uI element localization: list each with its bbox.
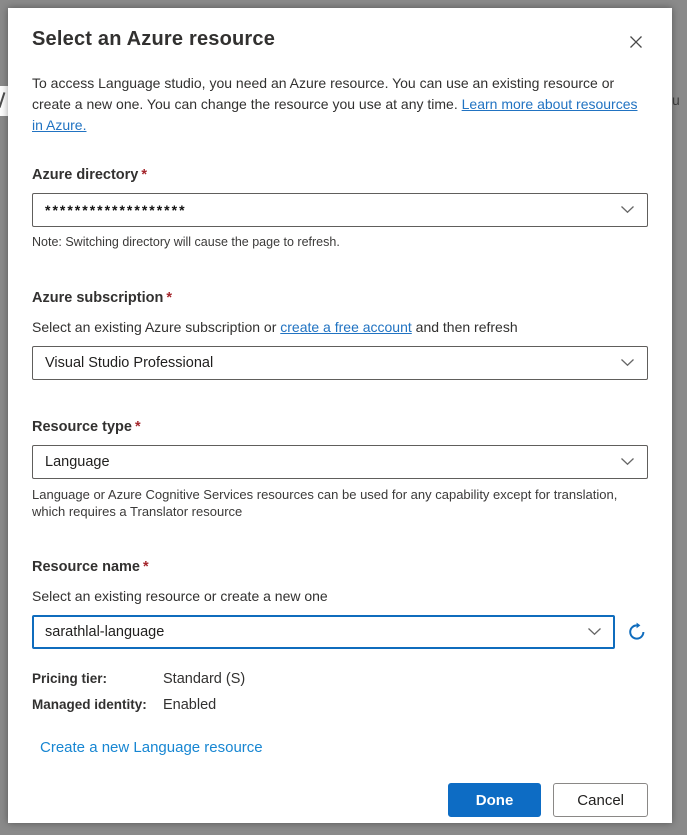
- learn-more-link[interactable]: Learn more about resources in Azure.: [32, 96, 638, 133]
- directory-note: Note: Switching directory will cause the page to refresh.: [32, 235, 340, 249]
- close-icon: [628, 38, 644, 53]
- managed-identity-value: Enabled: [163, 697, 217, 713]
- resource-type-label: [32, 418, 648, 436]
- subscription-hint: [32, 318, 648, 337]
- resource-type-label-text: Resource type: [32, 419, 132, 435]
- create-resource-row: [32, 739, 648, 757]
- resource-name-group: [32, 558, 648, 649]
- resource-type-dropdown[interactable]: [32, 445, 648, 479]
- select-azure-resource-dialog: [8, 8, 672, 823]
- chevron-down-icon: [620, 454, 635, 470]
- azure-directory-label: [32, 166, 648, 184]
- resource-name-hint: Select an existing resource or create a new one: [32, 588, 328, 604]
- managed-identity-row: [32, 697, 648, 713]
- cancel-button[interactable]: Cancel: [553, 783, 648, 817]
- chevron-down-icon: [620, 202, 635, 218]
- create-new-language-resource-link[interactable]: Create a new Language resource: [40, 739, 263, 756]
- required-asterisk: *: [134, 419, 141, 435]
- azure-subscription-dropdown[interactable]: [32, 346, 648, 380]
- azure-subscription-label-text: Azure subscription: [32, 290, 164, 306]
- chevron-down-icon: [620, 355, 635, 371]
- resource-name-value: sarathlal-language: [45, 624, 165, 640]
- managed-identity-label: Managed identity:: [32, 697, 147, 712]
- intro-paragraph: [32, 73, 646, 136]
- dialog-header: [32, 28, 648, 54]
- resource-details: [32, 671, 648, 713]
- required-asterisk: *: [143, 559, 149, 575]
- dialog-footer: [32, 783, 648, 817]
- pricing-tier-value: Standard (S): [163, 671, 246, 687]
- subscription-hint-after: and then refresh: [411, 319, 518, 335]
- create-free-account-link[interactable]: create a free account: [280, 319, 412, 335]
- resource-name-row: [32, 615, 648, 649]
- azure-directory-group: [32, 166, 648, 251]
- pricing-tier-label: Pricing tier:: [32, 671, 108, 686]
- background-fragment-right: u: [672, 92, 680, 108]
- pricing-tier-row: [32, 671, 648, 687]
- background-letter-mark: [0, 92, 5, 108]
- azure-subscription-value: Visual Studio Professional: [45, 355, 214, 371]
- required-asterisk: *: [166, 290, 172, 306]
- intro-text: To access Language studio, you need an Azure resource. You can use an existing resource or create a new one. You can change the resource you use at any time.: [32, 75, 615, 112]
- azure-directory-value: *******************: [45, 202, 187, 218]
- azure-subscription-label: [32, 289, 648, 307]
- close-button[interactable]: [624, 30, 648, 54]
- refresh-icon: [626, 631, 648, 646]
- dialog-title: Select an Azure resource: [32, 28, 276, 50]
- resource-name-dropdown[interactable]: [32, 615, 615, 649]
- azure-subscription-group: [32, 289, 648, 380]
- required-asterisk: *: [141, 167, 148, 183]
- resource-type-value: Language: [45, 454, 110, 470]
- resource-type-note: Language or Azure Cognitive Services resources can be used for any capability except for translation, which requires a Translator resource: [32, 487, 618, 519]
- resource-type-group: [32, 418, 648, 520]
- subscription-hint-before: Select an existing Azure subscription or: [32, 319, 281, 335]
- azure-directory-label-text: Azure directory: [32, 167, 139, 183]
- resource-name-label-text: Resource name: [32, 559, 140, 575]
- refresh-resources-button[interactable]: [626, 621, 648, 643]
- resource-name-label: [32, 558, 648, 576]
- chevron-down-icon: [587, 624, 602, 640]
- done-button[interactable]: Done: [448, 783, 542, 817]
- azure-directory-dropdown[interactable]: [32, 193, 648, 227]
